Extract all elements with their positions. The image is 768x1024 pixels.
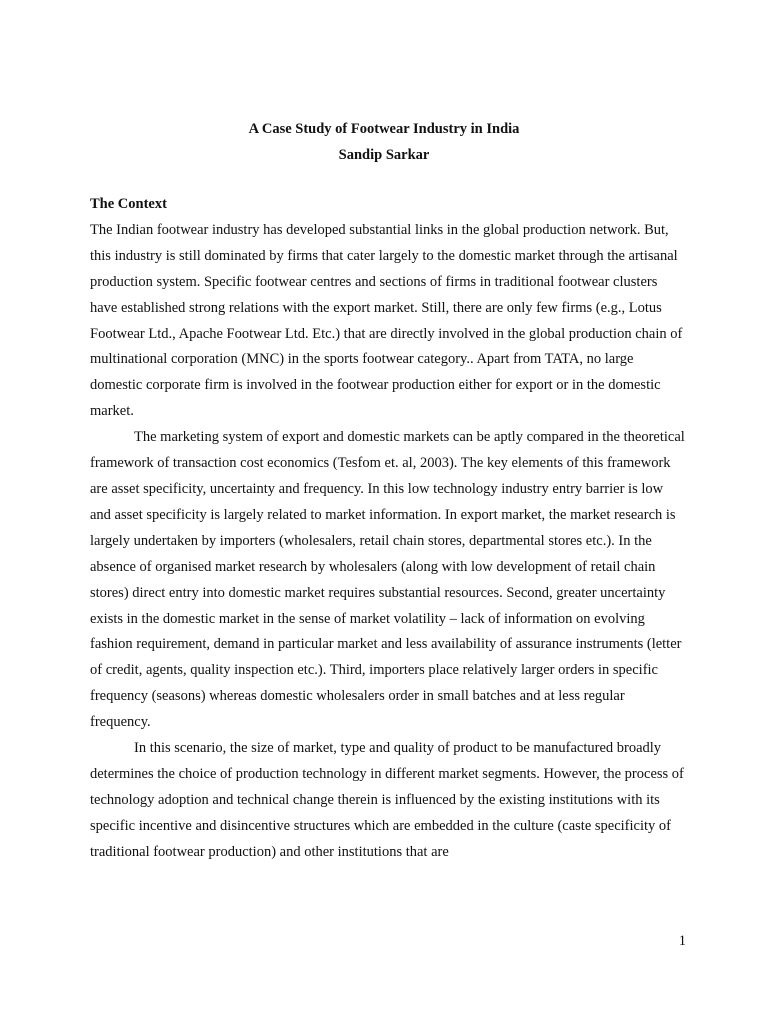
section-heading: The Context: [90, 196, 167, 212]
document-author: Sandip Sarkar: [338, 147, 430, 163]
document-title: A Case Study of Footwear Industry in India: [248, 121, 520, 137]
document-body: [90, 192, 686, 866]
title-block: [0, 116, 768, 168]
paragraph-1: The Indian footwear industry has developed substantial links in the global production network. But, this industry is still dominated by firms that cater largely to the domestic market through the artisanal production system. Specific footwear centres and sections of firms in traditional footwear clusters have established strong relations with the export market. Still, there are only few firms (e.g., Lotus Footwear Ltd., Apache Footwear Ltd. Etc.) that are directly involved in the global production chain of multinational corporation (MNC) in the sports footwear category.. Apart from TATA, no large domestic corporate firm is involved in the footwear production either for export or in the domestic market.: [90, 221, 683, 420]
paragraph-3: In this scenario, the size of market, type and quality of product to be manufactured broadly determines the choice of production technology in different market segments. However, the process of technology adoption and technical change therein is influenced by the existing institutions with its specific incentive and disincentive structures which are embedded in the culture (caste specificity of traditional footwear production) and other institutions that are: [90, 740, 684, 860]
page-number: 1: [678, 933, 686, 949]
paragraph-2: The marketing system of export and domestic markets can be aptly compared in the theoretical framework of transaction cost economics (Tesfom et. al, 2003). The key elements of this framework are asset specificity, uncertainty and frequency. In this low technology industry entry barrier is low and asset specificity is largely related to market information. In export market, the market research is largely undertaken by importers (wholesalers, retail chain stores, departmental stores etc.). In the absence of organised market research by wholesalers (along with low development of retail chain stores) direct entry into domestic market requires substantial resources. Second, greater uncertainty exists in the domestic market in the sense of market volatility – lack of information on evolving fashion requirement, demand in particular market and less availability of assurance instruments (letter of credit, agents, quality inspection etc.). Third, importers place relatively larger orders in specific frequency (seasons) whereas domestic wholesalers order in small batches and at less regular frequency.: [90, 429, 685, 731]
